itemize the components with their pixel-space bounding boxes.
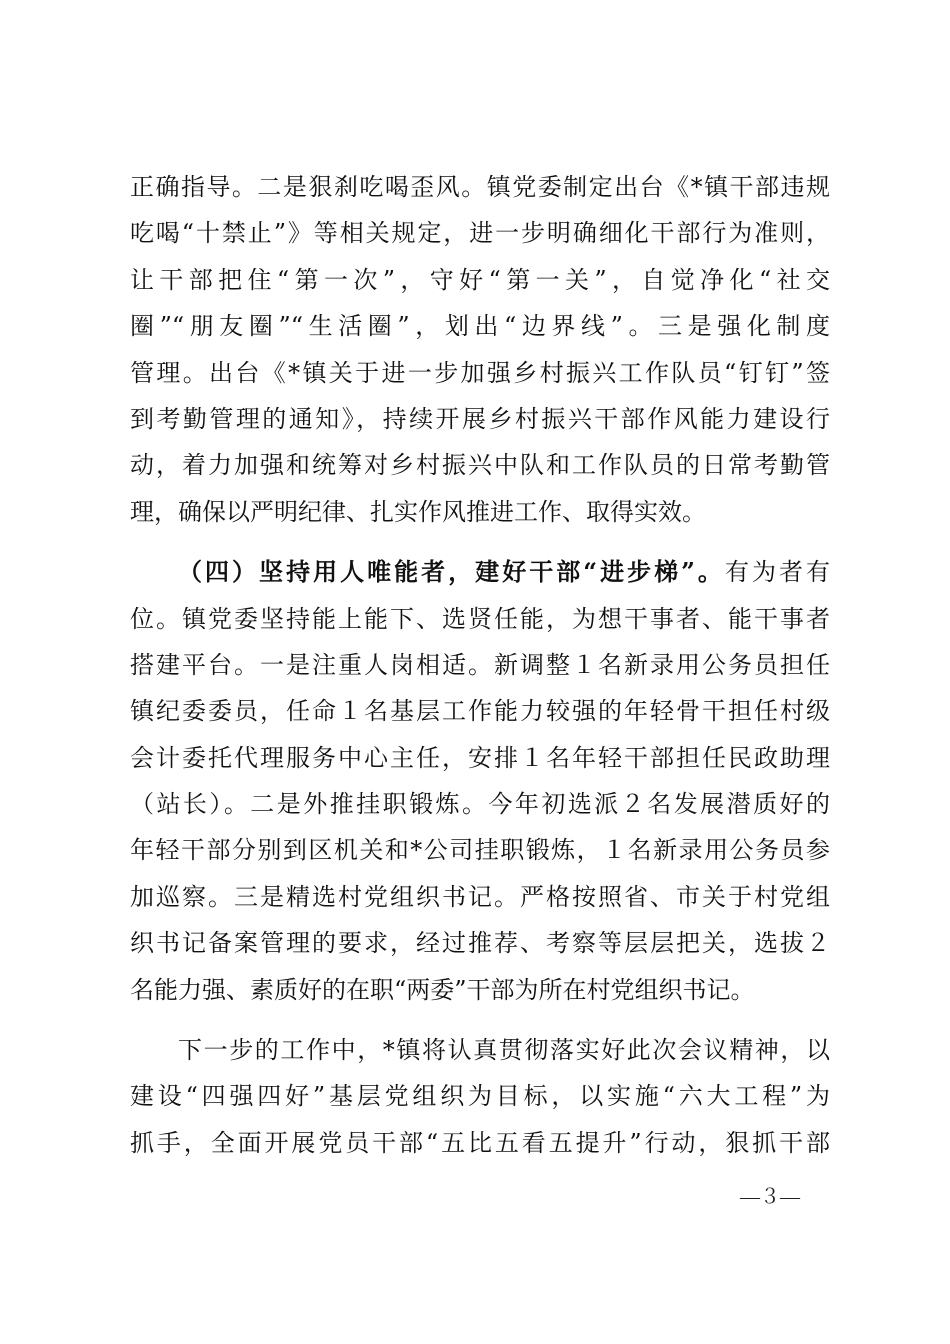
text-line: 织书记备案管理的要求，经过推荐、考察等层层把关，选拔２: [130, 929, 830, 958]
text-line: 动，着力加强和统筹对乡村振兴中队和工作队员的日常考勤管: [130, 451, 830, 480]
text-line: 会计委托代理服务中心主任，安排１名年轻干部担任民政助理: [130, 743, 830, 772]
text-line: （站长）。二是外推挂职锻炼。今年初选派２名发展潜质好的: [130, 790, 830, 819]
text-line: 搭建平台。一是注重人岗相适。新调整１名新录用公务员担任: [130, 650, 830, 679]
text-line: 下一步的工作中，*镇将认真贯彻落实好此次会议精神，以: [178, 1036, 830, 1065]
text-line: 吃喝“十禁止”》等相关规定，进一步明确细化干部行为准则，: [130, 219, 830, 248]
text-line: 年轻干部分别到区机关和*公司挂职锻炼，１名新录用公务员参: [130, 836, 830, 865]
text-line: 名能力强、素质好的在职“两委”干部为所在村党组织书记。: [130, 975, 755, 1004]
text-run: 有为者有: [724, 558, 831, 587]
text-line: 理，确保以严明纪律、扎实作风推进工作、取得实效。: [130, 497, 706, 526]
text-line: 抓手，全面开展党员干部“五比五看五提升”行动，狠抓干部: [130, 1128, 830, 1157]
text-line: 到考勤管理的通知》，持续开展乡村振兴干部作风能力建设行: [130, 404, 830, 433]
text-line: 镇纪委委员，任命１名基层工作能力较强的年轻骨干担任村级: [130, 697, 830, 726]
text-line: 圈”“朋友圈”“生活圈”，划出“边界线”。三是强化制度: [130, 312, 830, 341]
section-heading: （四）坚持用人唯能者，建好干部“进步梯”。: [178, 557, 725, 587]
body-text: [130, 164, 830, 1166]
paragraph-2: [130, 549, 830, 1013]
page-number: —３—: [740, 1186, 800, 1208]
text-line: 管理。出台《*镇关于进一步加强乡村振兴工作队员“钉钉”签: [130, 358, 830, 387]
text-line: 建设“四强四好”基层党组织为目标，以实施“六大工程”为: [130, 1082, 830, 1111]
text-line: [130, 549, 830, 595]
text-line: 加巡察。三是精选村党组织书记。严格按照省、市关于村党组: [130, 882, 830, 911]
paragraph-3: [130, 1027, 830, 1166]
text-line: 正确指导。二是狠刹吃喝歪风。镇党委制定出台《*镇干部违规: [130, 173, 830, 201]
paragraph-1: [130, 164, 830, 535]
text-line: 位。镇党委坚持能上能下、选贤任能，为想干事者、能干事者: [130, 604, 830, 633]
text-line: 让干部把住“第一次”，守好“第一关”，自觉净化“社交: [130, 265, 830, 294]
